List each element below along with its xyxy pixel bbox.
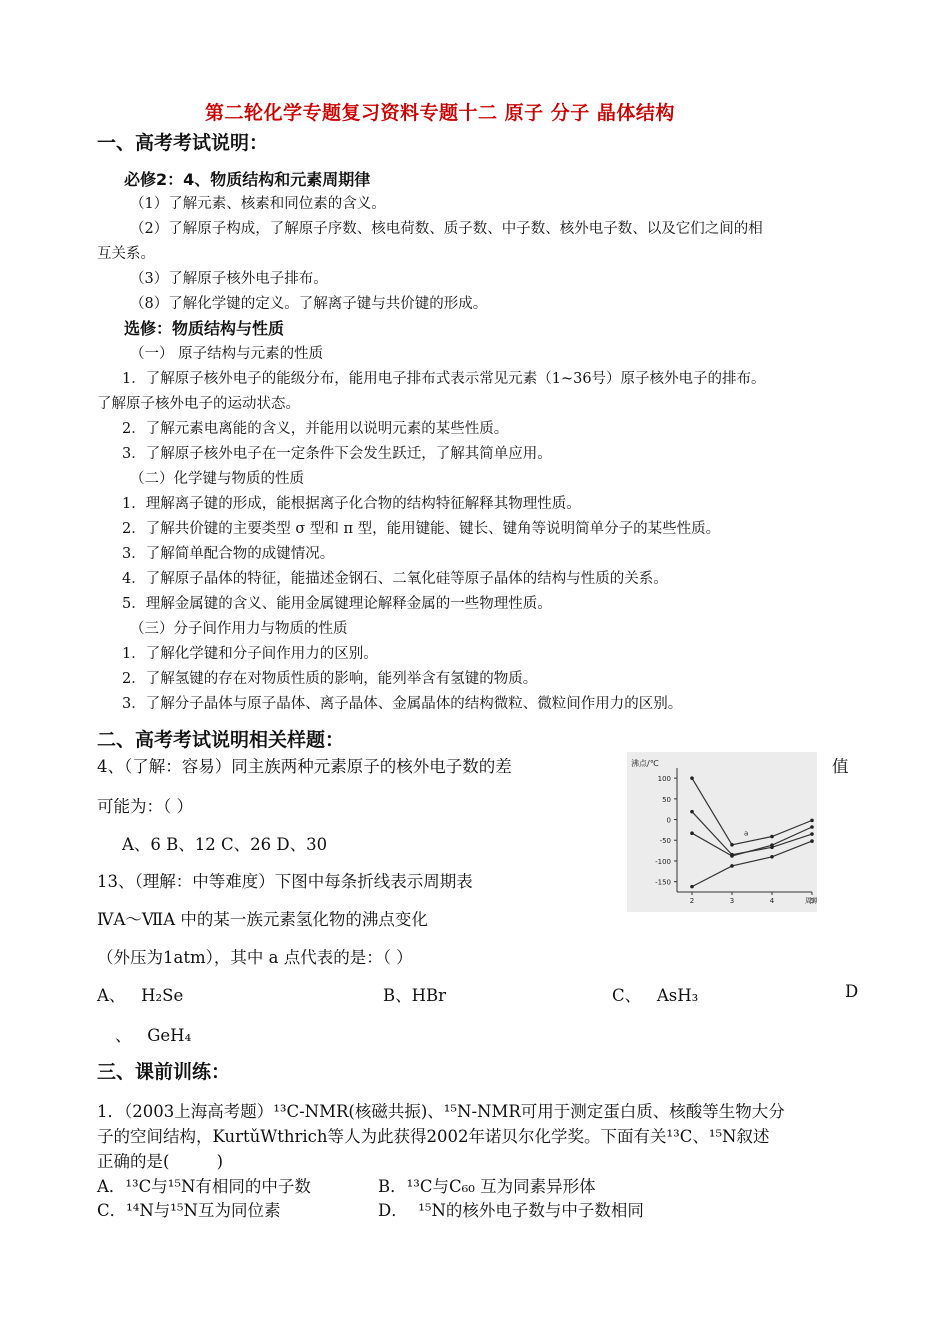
part1-item-1: 1．了解原子核外电子的能级分布，能用电子排布式表示常见元素（1~36号）原子核外电子的排布。	[122, 371, 766, 387]
part3-item-1: 1．了解化学键和分子间作用力的区别。	[122, 646, 378, 662]
series-point	[810, 819, 814, 823]
y-tick-label: 0	[666, 816, 671, 825]
q4-blank: 可能为：（ ）	[97, 797, 193, 816]
series-point	[770, 855, 774, 859]
q13-option-c: C、 AsH₃	[612, 986, 699, 1005]
q13-option-a: A、 H₂Se	[97, 986, 184, 1005]
series-point	[810, 839, 814, 843]
part1-item-3: 3．了解原子核外电子在一定条件下会发生跃迁，了解其简单应用。	[122, 446, 552, 462]
y-tick-label: -150	[655, 878, 671, 887]
y-tick-label: -50	[659, 837, 671, 846]
compulsory-item-2: （2）了解原子构成，了解原子序数、核电荷数、质子数、中子数、核外电子数、以及它们之间的相	[130, 221, 763, 237]
x-tick-label: 4	[769, 897, 775, 905]
series-point	[730, 854, 734, 858]
part3-title: （三）分子间作用力与物质的性质	[130, 621, 348, 637]
part3-item-2: 2．了解氢键的存在对物质性质的影响，能列举含有氢键的物质。	[122, 671, 538, 687]
q1-stem-2: 子的空间结构，KurtǔWthrich等人为此获得2002年诺贝尔化学奖。下面有关¹³C、¹⁵N叙述	[97, 1127, 770, 1146]
q1-option-b: B．¹³C与C₆₀ 互为同素异形体	[378, 1177, 596, 1196]
series-point	[810, 832, 814, 836]
q13-option-d: 、 GeH₄	[115, 1026, 192, 1045]
compulsory-item-8: （8）了解化学键的定义。了解离子键与共价键的形成。	[130, 296, 488, 312]
y-tick-label: -100	[655, 857, 671, 866]
q13-option-d-letter: D	[845, 982, 859, 1001]
part2-item-2: 2．了解共价键的主要类型 σ 型和 π 型，能用键能、键长、键角等说明简单分子的某些性质。	[122, 521, 721, 537]
q4-stem-tail: 值	[832, 757, 849, 776]
series-point	[690, 885, 694, 889]
series-point	[690, 776, 694, 780]
q4-stem: 4、（了解：容易）同主族两种元素原子的核外电子数的差	[97, 757, 512, 776]
q1-option-a: A．¹³C与¹⁵N有相同的中子数	[97, 1177, 311, 1196]
x-axis-label: 周期	[805, 897, 817, 905]
series-line	[692, 841, 812, 887]
elective-title: 选修：物质结构与性质	[124, 319, 285, 338]
section3-heading: 三、课前训练：	[97, 1061, 231, 1083]
series-point	[770, 835, 774, 839]
x-tick-label: 3	[729, 897, 735, 905]
part1-item-1-cont: 了解原子核外电子的运动状态。	[97, 396, 300, 412]
compulsory-item-3: （3）了解原子核外电子排布。	[130, 271, 328, 287]
part2-item-5: 5．理解金属键的含义、能用金属键理论解释金属的一些物理性质。	[122, 596, 552, 612]
q13-stem-3: （外压为1atm），其中 a 点代表的是：（ ）	[97, 948, 413, 967]
series-point	[730, 864, 734, 868]
series-point	[810, 825, 814, 829]
annotation-a: a	[744, 829, 749, 838]
series-point	[770, 843, 774, 847]
x-tick-label: 2	[689, 897, 695, 905]
compulsory-title: 必修2：4、物质结构和元素周期律	[124, 170, 371, 189]
q1-option-c: C．¹⁴N与¹⁵N互为同位素	[97, 1201, 281, 1220]
part1-item-2: 2．了解元素电离能的含义，并能用以说明元素的某些性质。	[122, 421, 509, 437]
q1-stem: 1．（2003上海高考题）¹³C-NMR(核磁共振)、¹⁵N-NMR可用于测定蛋白质、核酸等生物大分	[97, 1102, 785, 1121]
part3-item-3: 3．了解分子晶体与原子晶体、离子晶体、金属晶体的结构微粒、微粒间作用力的区别。	[122, 696, 683, 712]
part2-item-3: 3．了解简单配合物的成键情况。	[122, 546, 335, 562]
section1-heading: 一、高考考试说明：	[97, 132, 269, 154]
part2-item-4: 4．了解原子晶体的特征，能描述金钢石、二氧化硅等原子晶体的结构与性质的关系。	[122, 571, 668, 587]
part2-title: （二）化学键与物质的性质	[130, 471, 304, 487]
y-tick-label: 50	[662, 795, 671, 804]
compulsory-item-1: （1）了解元素、核素和同位素的含义。	[130, 196, 386, 212]
q13-stem-2: ⅣA～ⅦA 中的某一族元素氢化物的沸点变化	[97, 910, 428, 929]
series-point	[690, 831, 694, 835]
document-title: 第二轮化学专题复习资料专题十二 原子 分子 晶体结构	[205, 102, 675, 124]
boiling-point-chart	[627, 752, 817, 912]
q13-stem: 13、（理解：中等难度）下图中每条折线表示周期表	[97, 872, 473, 891]
series-point	[730, 843, 734, 847]
compulsory-item-2-cont: 互关系。	[97, 246, 155, 262]
chart-svg	[627, 752, 817, 912]
series-point	[690, 810, 694, 814]
section2-heading: 二、高考考试说明相关样题：	[97, 729, 345, 751]
y-tick-label: 100	[657, 775, 671, 784]
x-tick-label: 5	[809, 897, 815, 905]
q1-option-d: D． ¹⁵N的核外电子数与中子数相同	[378, 1201, 644, 1220]
q1-stem-3: 正确的是( )	[97, 1152, 224, 1171]
q4-options: A、6 B、12 C、26 D、30	[122, 835, 328, 854]
q13-option-b: B、HBr	[383, 986, 447, 1005]
part1-title: （一） 原子结构与元素的性质	[130, 346, 324, 362]
part2-item-1: 1．理解离子键的形成，能根据离子化合物的结构特征解释其物理性质。	[122, 496, 581, 512]
y-axis-label: 沸点/℃	[631, 759, 659, 768]
